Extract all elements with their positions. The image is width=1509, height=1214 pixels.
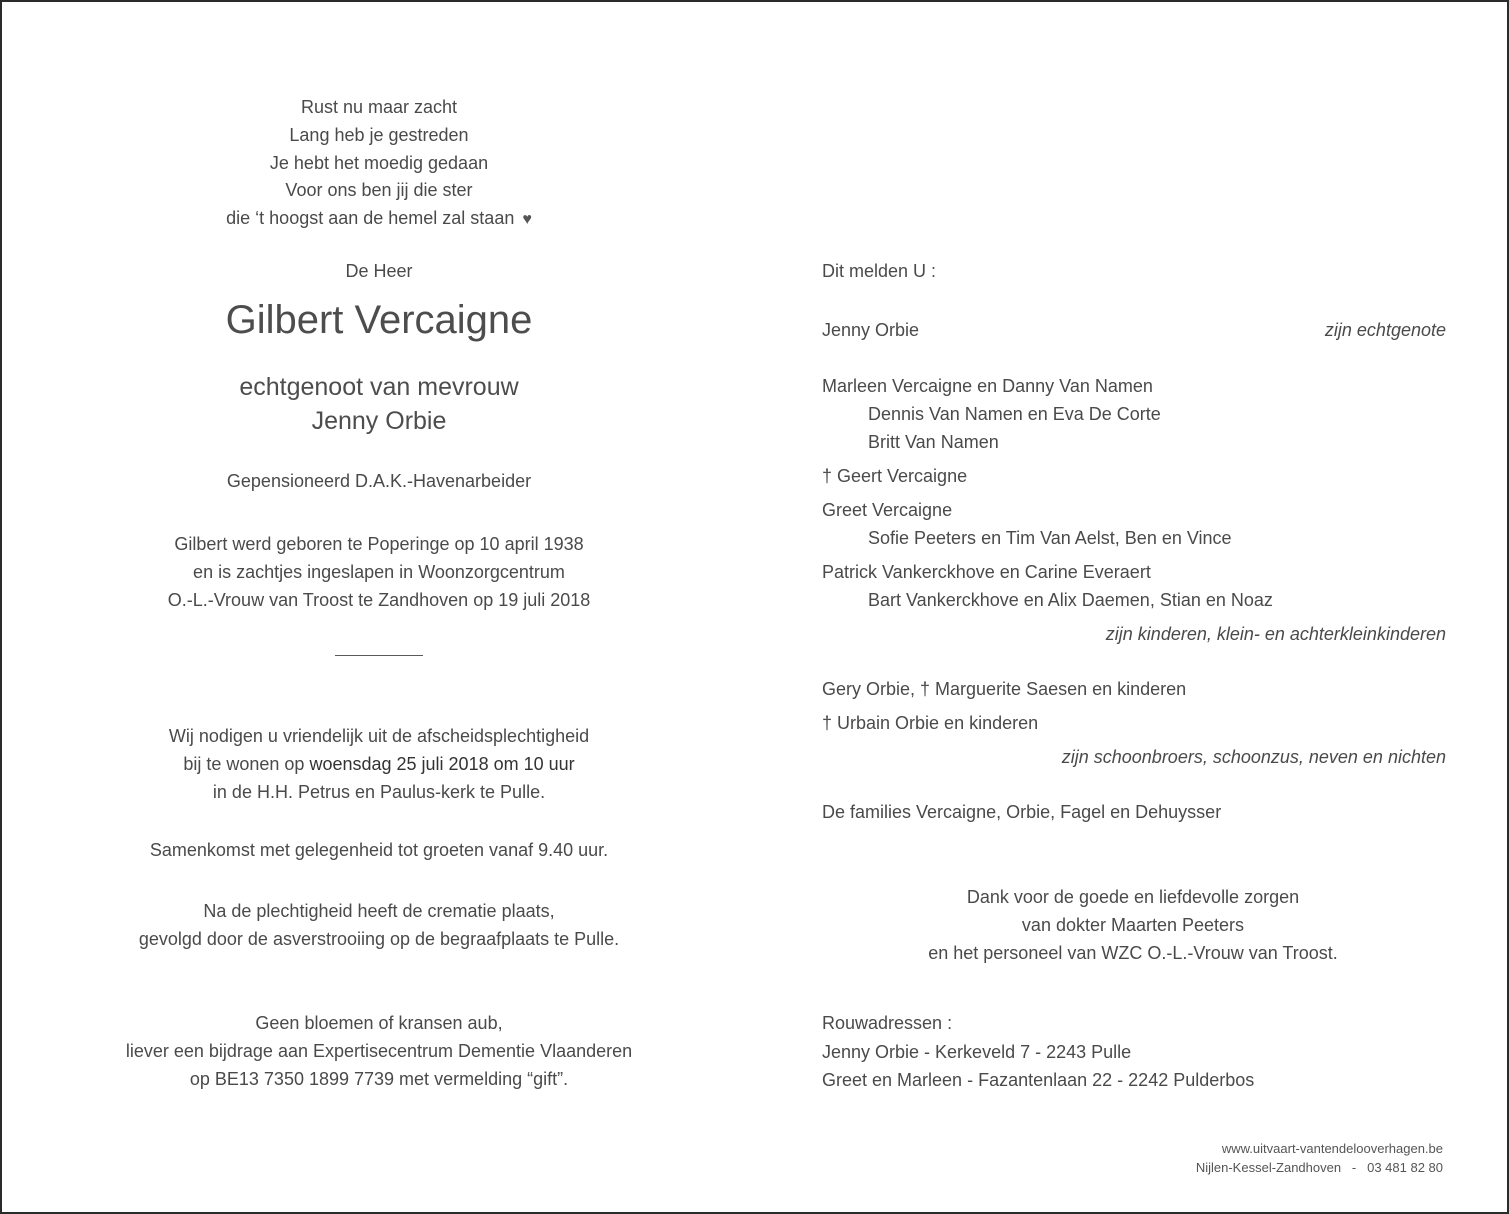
address-line: Greet en Marleen - Fazantenlaan 22 - 2242 Pulderbos: [822, 1070, 1255, 1090]
relative-row: Gery Orbie, † Marguerite Saesen en kinderen: [822, 679, 1187, 699]
invitation-line: [169, 751, 589, 779]
separator-line: [335, 655, 423, 656]
thanks-line: van dokter Maarten Peeters: [1021, 914, 1245, 935]
flowers-line: Geen bloemen of kransen aub,: [255, 1013, 503, 1033]
relative-row: † Geert Vercaigne: [822, 466, 968, 486]
spouse-line: echtgenoot van mevrouw: [239, 373, 519, 401]
relative-row: Dennis Van Namen en Eva De Corte: [868, 404, 1161, 424]
relative-row: [822, 316, 1446, 344]
relative-row: Marleen Vercaigne en Danny Van Namen: [822, 376, 1153, 396]
poem-line: Voor ons ben jij die ster: [285, 180, 473, 201]
poem: [226, 94, 532, 234]
invitation-line: Wij nodigen u vriendelijk uit de afscheidsplechtigheid: [168, 726, 590, 746]
poem-line-last: [226, 205, 532, 234]
thanks-line: Dank voor de goede en liefdevolle zorgen: [966, 887, 1300, 907]
notify-heading: Dit melden U :: [822, 261, 937, 281]
flowers-line: op BE13 7350 1899 7739 met vermelding “gift”.: [189, 1068, 569, 1089]
invitation-line: in de H.H. Petrus en Paulus-kerk te Pulle.: [212, 781, 546, 802]
ceremony-info: [139, 898, 619, 954]
website-link[interactable]: www.uitvaart-vantendelooverhagen.be: [1221, 1141, 1443, 1156]
relative-row: Patrick Vankerckhove en Carine Everaert: [822, 562, 1151, 582]
ceremony-line: gevolgd door de asverstrooiing op de begraafplaats te Pulle.: [138, 928, 620, 949]
profession: Gepensioneerd D.A.K.-Havenarbeider: [226, 471, 532, 491]
poem-line: Lang heb je gestreden: [289, 124, 469, 145]
poem-line: Rust nu maar zacht: [300, 97, 458, 117]
mourning-addresses: [822, 1009, 1254, 1095]
invitation: [169, 723, 589, 806]
relative-row: Sofie Peeters en Tim Van Aelst, Ben en Vince: [868, 528, 1232, 548]
address-line: Jenny Orbie - Kerkeveld 7 - 2243 Pulle: [822, 1041, 1132, 1062]
flowers-line: liever een bijdrage aan Expertisecentrum Dementie Vlaanderen: [125, 1040, 633, 1061]
birth-death-info: [168, 531, 591, 614]
ceremony-date: woensdag 25 juli 2018 om 10 uur: [309, 753, 575, 774]
contact-info: Nijlen-Kessel-Zandhoven - 03 481 82 80: [1195, 1160, 1443, 1175]
birth-line: Gilbert werd geboren te Poperinge op 10 april 1938: [174, 534, 584, 554]
birth-line: O.-L.-Vrouw van Troost te Zandhoven op 19 juli 2018: [167, 589, 591, 610]
relative-row: Bart Vankerckhove en Alix Daemen, Stian en Noaz: [868, 590, 1273, 610]
flowers-note: [126, 1010, 632, 1093]
thanks-note: [928, 884, 1338, 967]
funeral-home-footer: [1196, 1139, 1443, 1177]
relative-row: Britt Van Namen: [868, 432, 999, 452]
poem-line: die ‘t hoogst aan de hemel zal staan: [226, 208, 515, 229]
relatives-list: [822, 316, 1446, 826]
relation-role: zijn echtgenote: [1324, 320, 1446, 340]
relative-row: † Urbain Orbie en kinderen: [822, 713, 1039, 733]
birth-line: en is zachtjes ingeslapen in Woonzorgcentrum: [193, 561, 565, 582]
relation-role: zijn schoonbroers, schoonzus, neven en nichten: [1061, 747, 1446, 767]
thanks-line: en het personeel van WZC O.-L.-Vrouw van Troost.: [928, 942, 1338, 963]
relative-name: Jenny Orbie: [822, 320, 920, 340]
spouse-info: [239, 370, 518, 438]
relation-role: zijn kinderen, klein- en achterkleinkinderen: [1105, 624, 1446, 644]
relative-row: De families Vercaigne, Orbie, Fagel en Dehuysser: [822, 802, 1222, 822]
gathering-info: Samenkomst met gelegenheid tot groeten vanaf 9.40 uur.: [149, 840, 609, 860]
heart-icon: ♥: [522, 211, 532, 229]
addresses-heading: Rouwadressen :: [822, 1013, 953, 1033]
spouse-name: Jenny Orbie: [311, 407, 447, 435]
deceased-name: Gilbert Vercaigne: [225, 298, 533, 342]
invitation-prefix: bij te wonen op: [183, 753, 310, 774]
poem-line: Je hebt het moedig gedaan: [269, 152, 489, 173]
ceremony-line: Na de plechtigheid heeft de crematie plaats,: [203, 901, 555, 921]
relative-row: Greet Vercaigne: [822, 500, 953, 520]
honorific: De Heer: [345, 261, 413, 281]
